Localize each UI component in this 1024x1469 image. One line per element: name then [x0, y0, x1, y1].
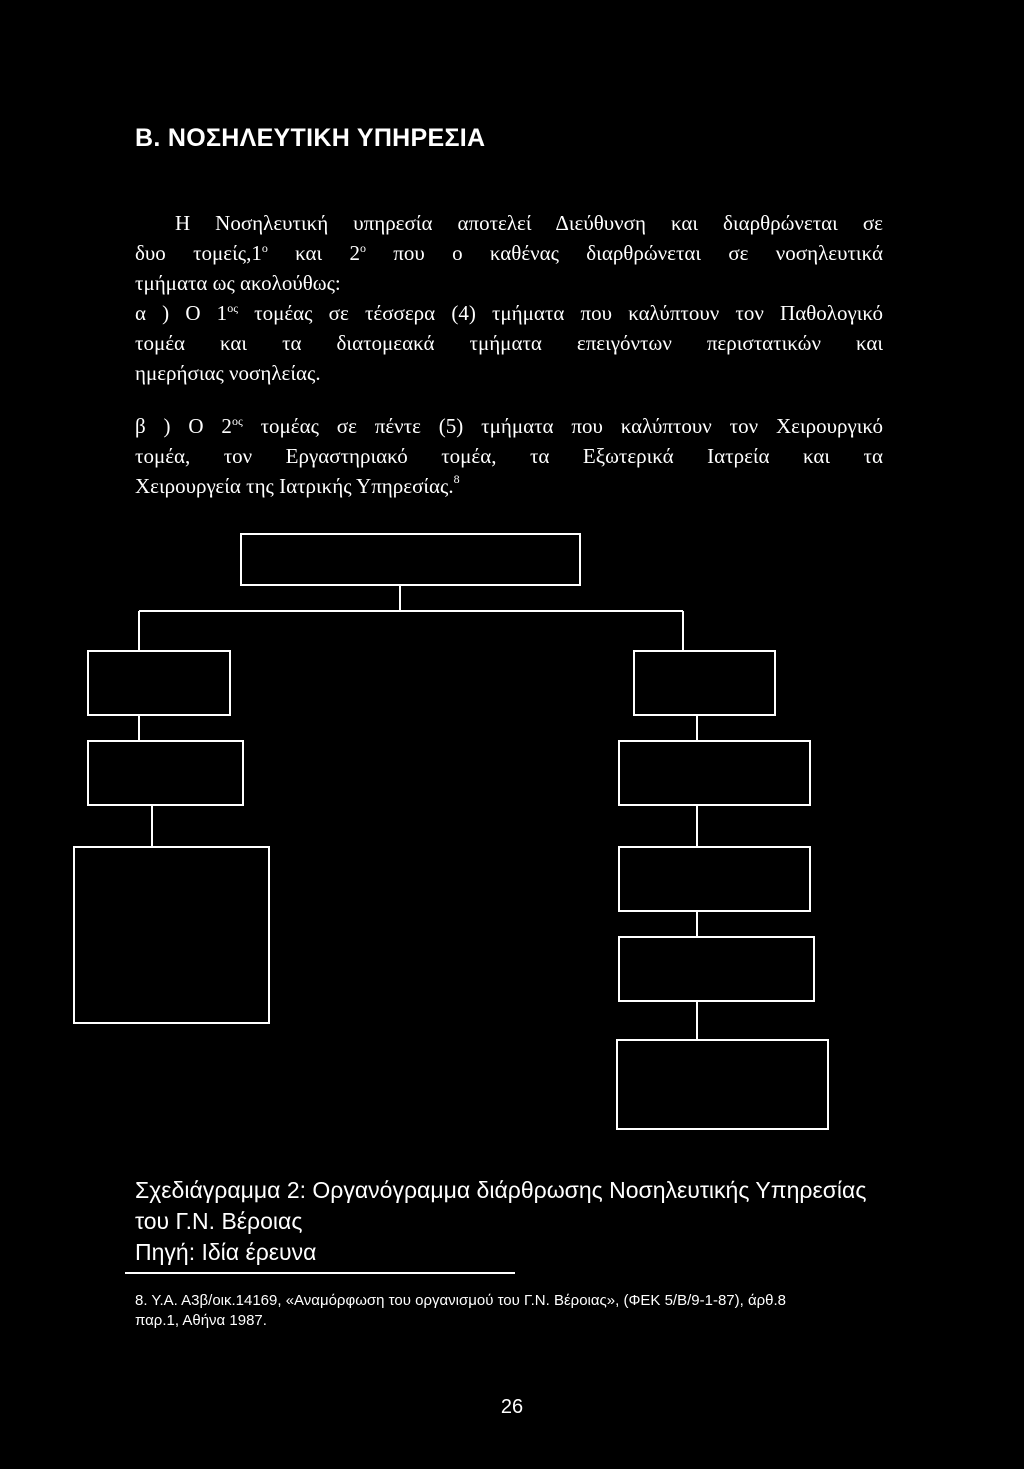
superscript-ordinal-4: ος	[231, 414, 243, 428]
org-chart-box-director	[241, 534, 580, 585]
org-chart-box-sector-1	[88, 651, 230, 715]
paragraph-line-2-part-c: που ο καθένας διαρθρώνεται σε νοσηλευτικά	[365, 241, 883, 265]
paragraph-line-3: τμήματα ως ακολούθως:	[135, 271, 341, 295]
paragraph-line-4-part-b: τομέας σε τέσσερα (4) τμήματα που καλύπτουν τον Παθολογικό	[237, 301, 883, 325]
org-chart-box-right-dept-3	[619, 937, 814, 1001]
paragraph-line-6: ημερήσιας νοσηλείας.	[135, 361, 321, 385]
paragraph-line-9-text: Χειρουργεία της Ιατρικής Υπηρεσίας.	[135, 474, 454, 498]
figure-caption-line-1: Σχεδιάγραμμα 2: Οργανόγραμμα διάρθρωσης Νοσηλευτικής Υπηρεσίας	[135, 1177, 867, 1203]
paragraph-line-7-part-a: β ) Ο 2	[135, 414, 232, 438]
figure-caption-line-2: του Γ.Ν. Βέροιας	[135, 1208, 303, 1234]
paragraph-line-2	[135, 238, 883, 268]
org-chart-box-left-dept-1	[88, 741, 243, 805]
org-chart-box-left-dept-2	[74, 847, 269, 1023]
org-chart-box-right-dept-2	[619, 847, 810, 911]
org-chart-box-right-dept-4	[617, 1040, 828, 1129]
org-chart-box-right-dept-1	[619, 741, 810, 805]
section-heading: Β. ΝΟΣΗΛΕΥΤΙΚΗ ΥΠΗΡΕΣΙΑ	[135, 124, 486, 152]
footnote-divider	[125, 1272, 515, 1274]
figure-source: Πηγή: Ιδία έρευνα	[135, 1239, 317, 1265]
paragraph-line-8: τομέα, τον Εργαστηριακό τομέα, τα Εξωτερικά Ιατρεία και τα	[135, 444, 883, 468]
paragraph-line-7	[135, 411, 883, 441]
paragraph-line-4-part-a: α ) Ο 1	[135, 301, 228, 325]
paragraph-line-2-part-a: δυο τομείς,1	[135, 241, 262, 265]
org-chart-box-sector-2	[634, 651, 775, 715]
superscript-ordinal-3: ος	[227, 301, 238, 315]
paragraph-line-4	[135, 298, 883, 328]
footnote-line-2: παρ.1, Αθήνα 1987.	[135, 1312, 267, 1329]
superscript-ordinal-2: ο	[359, 241, 366, 255]
superscript-ordinal-1: ο	[261, 241, 268, 255]
paragraph-line-2-part-b: και 2	[267, 241, 360, 265]
paragraph-line-5: τομέα και τα διατομεακά τμήματα επειγόντων περιστατικών και	[135, 331, 883, 355]
paragraph-line-9	[135, 471, 883, 504]
paragraph-line-7-part-b: τομέας σε πέντε (5) τμήματα που καλύπτουν τον Χειρουργικό	[242, 414, 883, 438]
paragraph-line-1: Η Νοσηλευτική υπηρεσία αποτελεί Διεύθυνση και διαρθρώνεται σε	[175, 211, 883, 235]
footnote-reference-8: 8	[453, 472, 460, 486]
page-number: 26	[500, 1396, 524, 1418]
footnote-line-1: 8. Υ.Α. Α3β/οικ.14169, «Αναμόρφωση του οργανισμού του Γ.Ν. Βέροιας», (ΦΕΚ 5/Β/9-1-87), άρθ.8	[135, 1292, 787, 1309]
